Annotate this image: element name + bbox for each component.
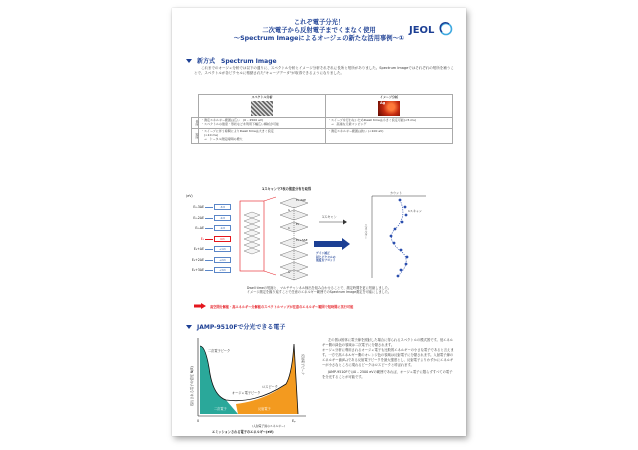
stack-label: I₀: [288, 208, 291, 212]
x-end: Eₚ: [292, 419, 296, 423]
table-cell-text: ・スペクトルの強度・形状などを利用下幅広い解析が可能: [201, 122, 280, 127]
title-line-1: これぞ電子分光！: [293, 19, 345, 26]
col-spectrum-label: スペクトル分析: [251, 95, 273, 100]
pixel-note: ゲイン補正 同じピクセルの 強度をプロット: [316, 251, 336, 263]
label-backscatter-peak: 反射電子ピーク: [301, 354, 305, 375]
energy-row: E₀-2ΔE -2ch: [182, 213, 231, 224]
col-image-label: イメージ分析: [380, 95, 398, 100]
count-label: カウント: [390, 191, 403, 195]
scan-label: 1スキャン: [322, 215, 337, 219]
stack-label: Iₙ: [288, 270, 291, 274]
energy-row: E₀-3ΔE -3ch: [182, 202, 231, 213]
intensity-plot: [360, 188, 430, 282]
table-cell-text: (>10 ms): [201, 133, 219, 138]
stack-label: E₀: [296, 222, 300, 226]
x-origin: 0: [197, 419, 200, 423]
thumbnail-element: Ag: [380, 100, 386, 105]
x-axis-sublabel: (入射電子線のエネルギー): [252, 424, 285, 428]
table-cell-text: ・スイープに伴う時間によりDwell timeは大きく設定: [201, 129, 274, 134]
table-cell-text: ・測定エネルギー範囲は狭い (<100 eV): [328, 129, 384, 134]
table-cell-text: → トータル測定時間の増大: [201, 136, 243, 141]
title-line-2: 二次電子から反射電子までくまなく使用: [262, 26, 376, 34]
energy-axis-label: エネルギー: [364, 224, 368, 239]
image-thumbnail: [378, 101, 400, 116]
energy-row: E₀+2ΔE +2ch: [182, 255, 231, 266]
document-page: [172, 8, 466, 436]
comparison-table: [191, 94, 453, 144]
title-line-3: 〜Spectrum Imageによるオージェの新たな活用事例〜①: [233, 34, 405, 42]
diagram-top-label: 1スキャンで7枚の強度分布を取得: [262, 187, 312, 191]
energy-row: E₀+ΔE +1ch: [182, 244, 231, 255]
stack-label: E₀+3ΔE: [296, 238, 308, 242]
section1-heading: 新方式 Spectrum Image: [186, 56, 277, 65]
energy-unit: (eV): [186, 194, 193, 198]
plot-arrow-icon: [312, 238, 352, 250]
label-loss-peak: ロスピーク: [262, 385, 278, 389]
label-secondary-region: 二次電子: [214, 407, 227, 411]
table-cell-text: ・測定エネルギー範囲は広い (0 – 2500 eV): [201, 118, 264, 123]
logo-text: JEOL: [409, 25, 435, 36]
label-backscatter-region: 反射電子: [258, 407, 271, 411]
section-bullet-icon: [186, 325, 192, 329]
table-row: [192, 118, 453, 129]
energy-row: E₀ 0ch: [182, 234, 231, 245]
energy-list: [182, 202, 231, 276]
label-auger-peak: オージェ電子ピーク: [232, 391, 261, 395]
label-secondary-peak: 二次電子ピーク: [208, 349, 231, 353]
jeol-logo: [408, 21, 454, 41]
red-arrow-icon: [194, 303, 206, 309]
section1-intro: これまでのオージェ分析では以下の通りに、スペクトル分析とイメージ分析それぞれに長所と短所がありました。Spectrum Imageではそれぞれの短所を補うことで、スペクトルが各ピクセルに格納された"キューブデータ"が取得できるようになりました。: [194, 66, 454, 75]
y-axis-label: 放出される電子の強度 N(E): [190, 366, 194, 406]
table-row: [192, 129, 453, 144]
spectrum-thumbnail: [251, 101, 273, 116]
table-header-row: [192, 95, 453, 118]
section2-body: 左の図は固体に電子線を照射した場合に得られるスペクトルの模式図です。低エネルギー側の緑色の領域は二次電子に分類されます。 オージェ分析に利用されるオージェ電子も比較的エネルギーの小さな電子であると言えます。一方で高エネルギー側のオレンジ色の領域は反射電子に分類されます。入射電子線のエネルギー値(Eₚ)である反射電子ピークを最大強度とし、反射電子よりわずかにエネルギーが小さなところに現れるピークはロスピークと呼ばれます。 JAMP-9510Fでは0 – 2500 eVの範囲であれば、オージェ電子に限らずすべての電子を分光することが可能です。: [322, 338, 454, 379]
section-bullet-icon: [186, 59, 192, 63]
section2-heading: JAMP-9510Fで分光できる電子: [186, 322, 285, 331]
stack-label: I₁: [288, 226, 291, 230]
energy-row: E₀+3ΔE +3ch: [182, 265, 231, 276]
highlight-banner: 高空間分解能・高エネルギー分解能のスペクトルマップが任意のエネルギー範囲で短時間に実行可能: [194, 303, 353, 309]
demerit-label: 短所: [192, 129, 199, 144]
table-cell-text: ・スイープを行わないためDwell timeは小さく設定可能(<5 ms): [328, 118, 417, 123]
scan-arrow-icon: [318, 218, 348, 226]
intensity-curve: [391, 200, 406, 276]
merit-label: 長所: [192, 118, 199, 129]
secondary-region: [200, 346, 238, 414]
right-scan-label: 1スキャン: [408, 209, 422, 213]
electron-spectrum-chart: [186, 334, 314, 430]
energy-row: E₀-ΔE -1ch: [182, 223, 231, 234]
table-cell-text: → 高速な元素マッピング: [328, 122, 367, 127]
logo-swirl-icon: [441, 24, 452, 35]
x-axis-label: エミッションされる電子のエネルギー(eV): [212, 430, 274, 434]
stack-small: [244, 212, 260, 254]
stack-label: E₀-3ΔE: [296, 198, 307, 202]
diagram-note: Dwell timeの短縮と、マルチチャンネル検出を組み合わせることで、測定時間を更に短縮しました。 イメージ測定を繰り返すことで任意のエネルギー範囲でのSpectrum Image測定を可能にしました。: [246, 286, 392, 295]
